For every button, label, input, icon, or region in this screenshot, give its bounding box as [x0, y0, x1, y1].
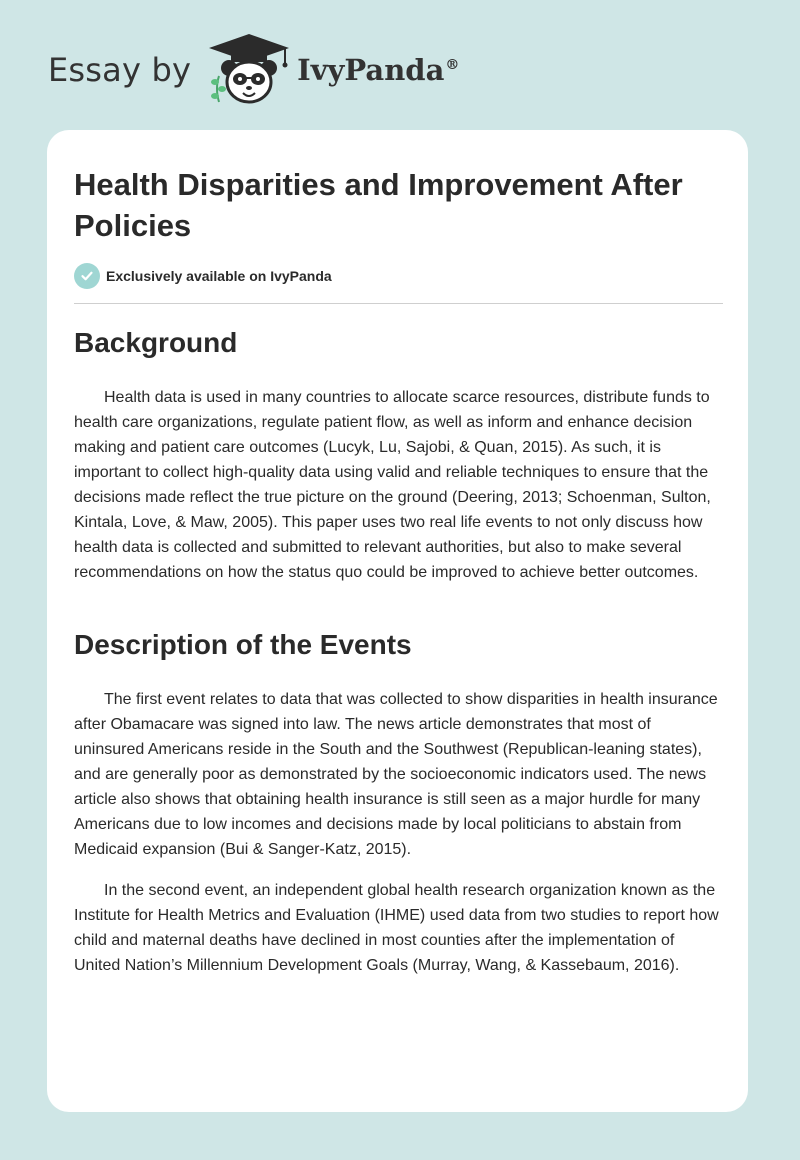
brand-prefix: Essay by — [48, 51, 192, 89]
paragraph: The first event relates to data that was collected to show disparities in health insurance after Obamacare was signed into law. The news article demonstrates that most of uninsured Americans reside in the South and the Southwest (Republican-leaning states), and are generally poor as demonstrated by the socioeconomic indicators used. The news article also shows that obtaining health insurance is still seen as a major hurdle for many Americans due to low incomes and decisions made by local politicians to abstain from Medicaid expansion (Bui & Sanger-Katz, 2015). — [74, 691, 718, 858]
check-icon — [74, 263, 100, 289]
section-heading-events: Description of the Events — [74, 629, 412, 660]
brand-name: IvyPanda® — [297, 53, 460, 87]
divider — [74, 303, 723, 304]
badge-label: Exclusively available on IvyPanda — [106, 268, 332, 284]
site-brand[interactable] — [48, 32, 459, 108]
page-title: Health Disparities and Improvement After Policies — [74, 167, 683, 243]
exclusive-badge — [74, 263, 332, 289]
section-heading-background: Background — [74, 327, 238, 358]
paragraph: In the second event, an independent global health research organization known as the Institute for Health Metrics and Evaluation (IHME) used data from two studies to report how child and maternal deaths have declined in most counties after the implementation of United Nation’s Millennium Development Goals (Murray, Wang, & Kassebaum, 2016). — [74, 882, 719, 974]
essay-card — [47, 130, 748, 1112]
panda-logo-icon — [205, 32, 293, 108]
paragraph: Health data is used in many countries to allocate scarce resources, distribute funds to health care organizations, regulate patient flow, as well as inform and enhance decision making and patient care outcomes (Lucyk, Lu, Sajobi, & Quan, 2015). As such, it is important to collect high-quality data using valid and reliable techniques to ensure that the decisions made reflect the true picture on the ground (Deering, 2013; Schoenman, Sulton, Kintala, Love, & Maw, 2005). This paper uses two real life events to not only discuss how health data is collected and submitted to relevant authorities, but also to make several recommendations on how the status quo could be improved to achieve better outcomes. — [74, 389, 711, 581]
